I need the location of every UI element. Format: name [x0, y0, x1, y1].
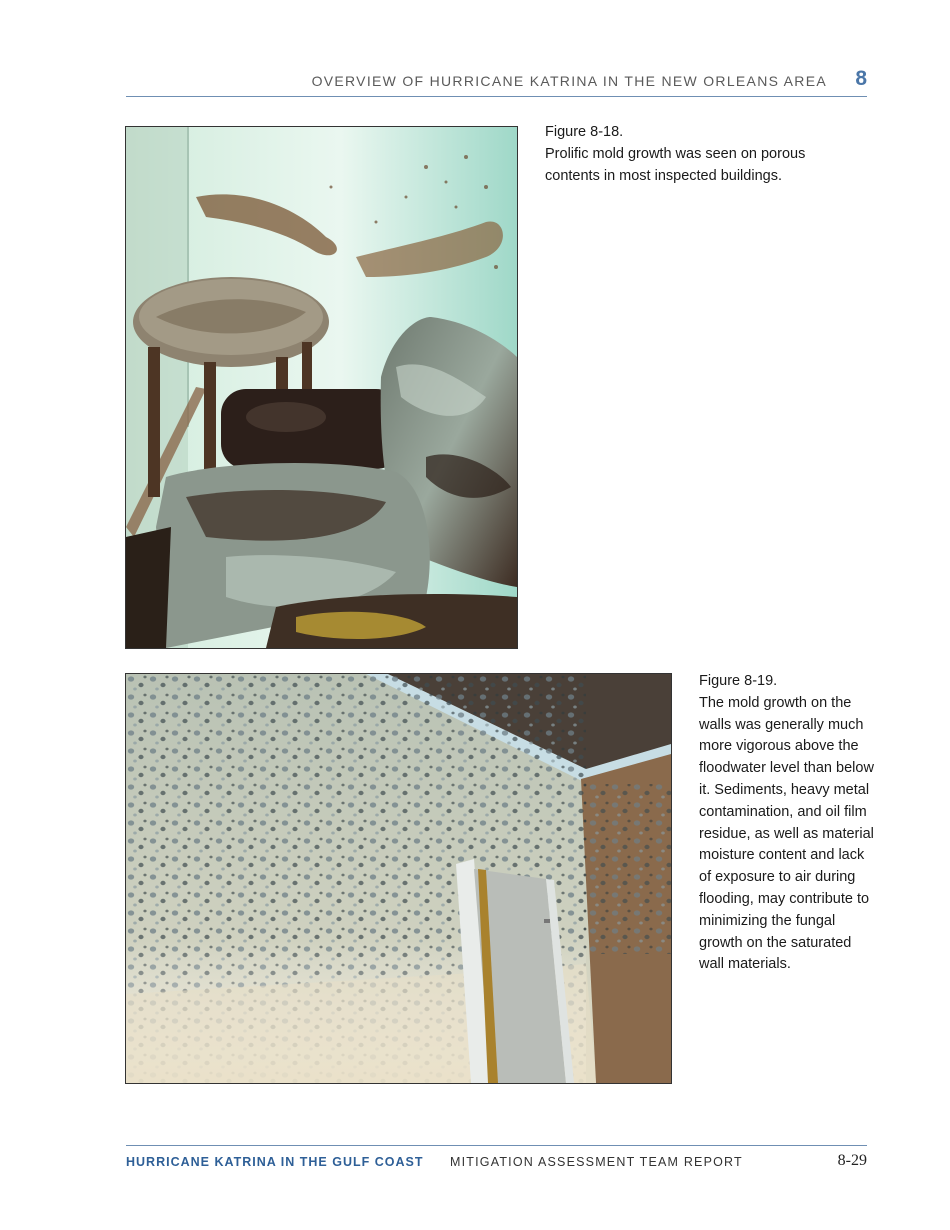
figure-8-19-photo [125, 673, 672, 1084]
chapter-number: 8 [855, 67, 867, 90]
running-header [126, 66, 867, 97]
figure-8-19-text: The mold growth on the walls was generally much more vigorous above the floodwater level than below it. Sediments, heavy metal contamination, and oil film residue, as well as material moisture content and lack of exposure to air during flooding, may contribute to minimizing the fungal growth on the saturated wall materials. [699, 694, 874, 973]
figure-8-19-label: Figure 8-19. [699, 673, 778, 689]
header-title: OVERVIEW OF HURRICANE KATRINA IN THE NEW ORLEANS AREA [311, 73, 827, 89]
footer-publication: HURRICANE KATRINA IN THE GULF COAST [126, 1155, 424, 1169]
figure-8-19-caption [699, 671, 874, 976]
figure-8-18-photo [125, 126, 518, 649]
figure-8-18-label: Figure 8-18. [545, 124, 624, 140]
running-footer [126, 1145, 867, 1176]
figure-8-18-caption [545, 122, 835, 187]
footer-report-title: MITIGATION ASSESSMENT TEAM REPORT [450, 1155, 743, 1169]
page-number: 8-29 [837, 1152, 867, 1169]
figure-8-18-text: Prolific mold growth was seen on porous contents in most inspected buildings. [545, 145, 806, 184]
